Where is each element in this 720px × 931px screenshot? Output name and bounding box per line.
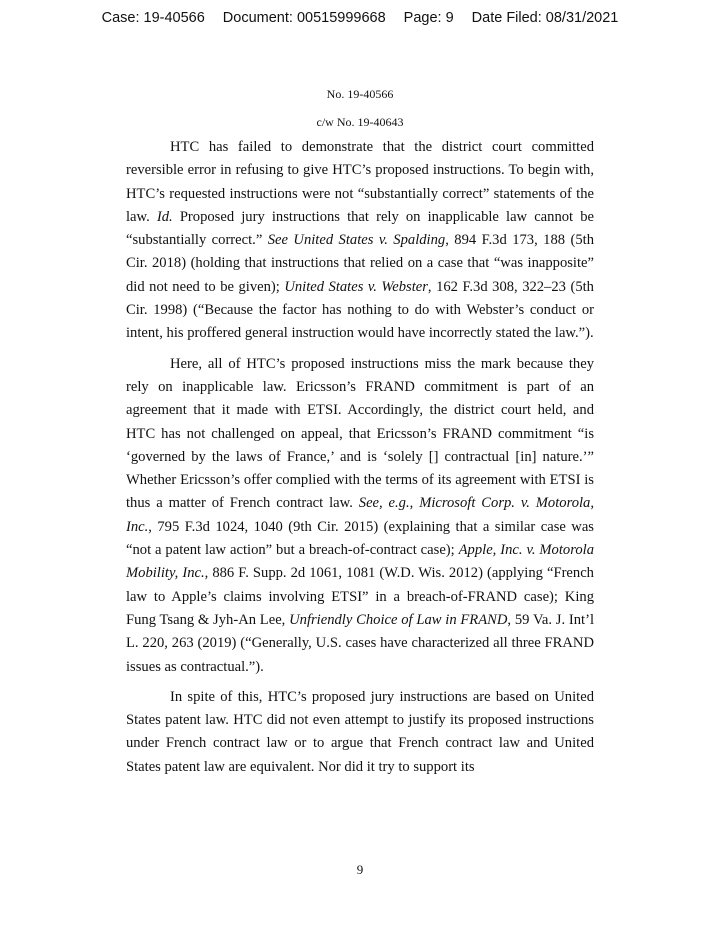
citation-italic: See, e.g.: [358, 495, 410, 512]
case-number: No. 19-40566: [326, 87, 394, 101]
citation-italic: Unfriendly Choice of Law in FRAND: [289, 611, 508, 628]
text-run: In spite of this, HTC’s proposed jury instructions are based on United States patent law. HTC did not even attempt to justify its proposed instructions under French contract law or to argue that French contract law and United States patent law are equivalent. Nor did it try to support its: [126, 688, 594, 775]
paragraph-2: [126, 353, 594, 679]
header-case: Case: 19-40566: [101, 10, 205, 26]
paragraph-3: [126, 686, 594, 779]
header-document: Document: 00515999668: [222, 10, 386, 26]
text-run: , 795 F.3d 1024, 1040 (9th Cir. 2015) (explaining that a similar case was “not a patent law action” but a breach-of-contract case);: [126, 518, 594, 559]
citation-italic: Id.: [156, 208, 173, 225]
citation-italic: United States v. Webster: [284, 278, 428, 295]
header-page: Page: 9: [403, 10, 454, 26]
text-run: , 886 F. Supp. 2d 1061, 1081 (W.D. Wis. 2012) (applying “French law to Apple’s claims involving ETSI” in a breach-of-FRAND case); King Fung Tsang & Jyh-An Lee,: [126, 565, 594, 628]
filing-header: [0, 10, 720, 26]
text-run: Proposed jury instructions that rely on inapplicable law cannot be “substantially correct.”: [126, 208, 594, 249]
citation-italic: See United States v. Spalding: [267, 232, 446, 249]
paragraph-1: [126, 136, 594, 346]
consolidated-case-number: c/w No. 19-40643: [316, 115, 404, 129]
citation-italic: Microsoft Corp. v. Motorola, Inc.: [126, 495, 595, 535]
header-date-filed: Date Filed: 08/31/2021: [471, 10, 619, 26]
opinion-body: [126, 136, 594, 786]
text-run: HTC has failed to demonstrate that the district court committed reversible error in refusing to give HTC’s proposed instructions. To begin with, HTC’s requested instructions were not “substantially correct” statements of the law.: [126, 139, 594, 225]
text-run: Here, all of HTC’s proposed instructions miss the mark because they rely on inapplicable law. Ericsson’s FRAND commitment is part of an agreement that it made with ETSI. Accordingly, the district court held, and HTC has not challenged on appeal, that Ericsson’s FRAND commitment “is ‘governed by the laws of France,’ and is ‘solely [] contractual [in] nature.’” Whether Ericsson’s offer complied with the terms of its agreement with ETSI is thus a matter of French contract law.: [126, 355, 594, 512]
text-run: ,: [409, 495, 420, 512]
text-run: , 162 F.3d 308, 322–23 (5th Cir. 1998) (“Because the factor has nothing to do with Webster’s conduct or intent, his proffered general instruction would have incorrectly stated the law.”).: [126, 278, 594, 342]
page-number: 9: [356, 862, 364, 877]
citation-italic: Apple, Inc. v. Motorola Mobility, Inc.: [126, 542, 594, 582]
text-run: , 59 Va. J. Int’l L. 220, 263 (2019) (“Generally, U.S. cases have characterized all three FRAND issues as contractual.”).: [126, 611, 594, 675]
text-run: , 894 F.3d 173, 188 (5th Cir. 2018) (holding that instructions that relied on a case that “was inapposite” did not need to be given);: [126, 232, 594, 295]
